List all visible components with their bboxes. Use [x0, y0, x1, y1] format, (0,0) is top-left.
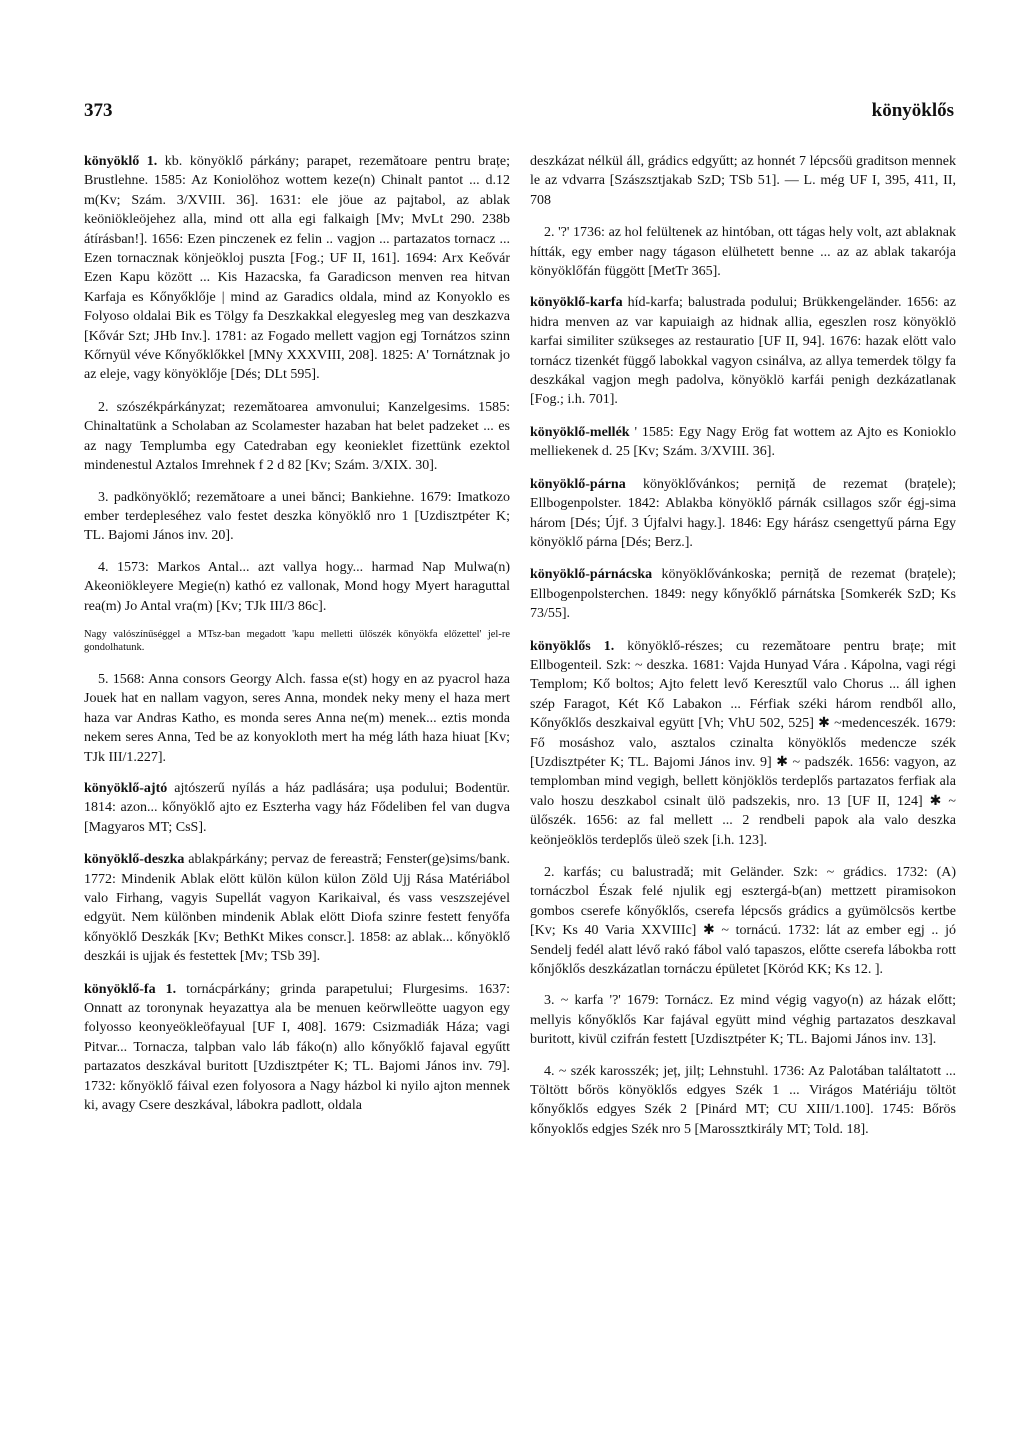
- entry-text: ajtószerű nyílás a ház padlására; ușa podului; Bodentür. 1814: azon... kőnyöklő ajto ez Eszterha vagy ház Fődeliben fel van dugva [Magyaros MT; CsS].: [84, 780, 510, 835]
- footnote: [84, 628, 510, 654]
- entry-text: Nagy valószínűséggel a MTsz-ban megadott 'kapu melletti ülőszék kőnyökfa előzettel' jel-re gondolhatunk.: [84, 628, 510, 653]
- entry-paragraph: [530, 152, 956, 210]
- dictionary-entry: [530, 475, 956, 553]
- entry-text: 4. ~ szék karosszék; jeț, jilț; Lehnstuhl. 1736: Az Palotában találtatott ... Töltött bőrös könyöklős edgyes Szék 1 ... Virágos Matériáju töltöt kőnyőklős edgyes Szék 2 [Pinárd MT; CU XIII/1.100]. 1745: Bőrös kőnyoklős edgjes Szék nro 5 [Marossztkirály MT; Told. 18].: [530, 1063, 956, 1137]
- dictionary-entry: [84, 779, 510, 837]
- dictionary-entry: [530, 293, 956, 409]
- entry-text: híd-karfa; balustrada podului; Brükkengeländer. 1656: az hidra menven az var kapuiaigh az hidnak allia, egeszlen rosz könyöklö karfai similiter szükseges az restauratio [UF II, 94]. 1676: hazak elött valo tornácz tizenkét függő labokkal vagyon csinálva, az allya temerdek tölgy fa deszkákal vagjon megh padolva, könyöklö karfái penigh dezkázatlanak [Fog.; i.h. 701].: [530, 295, 956, 408]
- entry-text: 3. ~ karfa '?' 1679: Tornácz. Ez mind végig vagyo(n) az házak előtt; mellyis kőnyőklős Kar fajával együtt mind véghig partazatos deszkaval buritott, kivül czifrán festett [Uzdisztpéter K; TL. Bajomi János inv. 13].: [530, 993, 956, 1048]
- left-column: [84, 152, 510, 1128]
- dictionary-entry: [530, 565, 956, 623]
- headword: könyöklő-párnácska: [530, 567, 653, 583]
- entry-text: ablakpárkány; pervaz de fereastră; Fenster(ge)sims/bank. 1772: Mindenik Ablak elött külön külon külon Zöld Ujj Rása Matériábol valo Firhang, vagyis Supellát vagyon Karikaival, és vass veszszejével edgyüt. Nem különben mindenik Ablak elött Diofa szinre festett fenyőfa kőnyöklő Deszkák [Kv; BethKt Mikes conscr.]. 1858: az ablak... kőnyöklő deszkái is ujjak és festettek [Mv; TSb 39].: [84, 852, 510, 965]
- headword: könyöklős 1.: [530, 638, 615, 654]
- entry-text: 2. szószékpárkányzat; rezemătoarea amvonului; Kanzelgesims. 1585: Chinaltatünk a Scholaban az Scolamester hazaban hat belet padzeket ... es az nagy Templumba egy Catedraban egy keonieklet fizettünk ezektol mindenestul Aztalos Imrehnek f 2 d 82 [Kv; Szám. 3/XIX. 30].: [84, 399, 510, 474]
- entry-text: 3. padkönyöklő; rezemătoare a unei bănci; Bankiehne. 1679: Imatkozo ember terdepleséhez valo festet deszka könyöklő nro 1 [Uzdisztpéter K; TL. Bajomi János inv. 20].: [84, 489, 510, 544]
- running-head: könyöklős: [871, 100, 954, 121]
- headword: könyöklő-párna: [530, 476, 626, 492]
- page-header: [84, 100, 954, 130]
- entry-paragraph: [530, 991, 956, 1049]
- entry-text: kb. könyöklő párkány; parapet, rezemătoare pentru brațe; Brustlehne. 1585: Az Koniolöhoz wottem keze(n) Chinalt pantot ... d.12 m(Kv; Szám. 3/XVIII. 36]. 1631: ele jöue az pajtabol, az ablak keöniökleöjehez alla, mind ott alla egi falkaigh [Mv; MvLt 290. 238b átírásban!]. 1656: Ezen pinczenek ez felin .. vagjon ... partazatos tornacz ... Ezen tornacznak könjeökloj puszta [Fog.; UF II, 161]. 1694: Arx Keővár Ezen Kapu között ... Kis Hazacska, fa Garadicson menven rea hitvan Karfaja es Kőnyőklője | mind az Garadics oldala, mind az Konyoklo es Folyoso oldalai Bik es Tölgy fa Deszkakkal elegyesleg meg van deszkazva [Kővár Szt; JHb Inv.]. 1781: az Fogado mellett vagjon egj Tornátzos szinn Kőrnyül véve Kőnyőklőkkel [MNy XXXVIII, 208]. 1825: A' Tornátznak jo az eleje, vagy könyöklője [Dés; DLt 595].: [84, 154, 511, 383]
- entry-text: 5. 1568: Anna consors Georgy Alch. fassa e(st) hogy en az pyacrol haza Jouek hat en nallam vagyon, seres Anna, mondek neky meny el haza mert haza var Andras Katho, es monda seres Anna ne(m) menek... eztis monda nekem seres Anna, Ted be az konyokloth mert ha még láth haza hiuat [Kv; TJk III/1.227].: [84, 671, 510, 765]
- dictionary-entry: [530, 637, 956, 850]
- entry-paragraph: [530, 223, 956, 281]
- entry-paragraph: [84, 558, 510, 616]
- entry-paragraph: [84, 670, 510, 767]
- entry-paragraph: [84, 488, 510, 546]
- entry-text: deszkázat nélkül áll, grádics edgyűtt; az honnét 7 lépcsőü graditson mennek le az vdvarra [Szászsztjakab SzD; TSb 51]. — L. még UF I, 395, 411, II, 708: [530, 154, 956, 208]
- headword: könyöklő-karfa: [530, 295, 623, 311]
- entry-text: 2. '?' 1736: az hol felültenek az hintóban, ott tágas hely volt, azt ablaknak hítták, egy ember nagy tágason elülhetett benne ... az az ablak takarója könyöklőfán függött [MetTr 365].: [530, 225, 956, 280]
- entry-text: könyöklő-részes; cu rezemătoare pentru brațe; mit Ellbogenteil. Szk: ~ deszka. 1681: Vajda Hunyad Vára . Kápolna, vagi régi Templom; Kő boltos; Ajto felett levő Keresztűl valo Chorus ... áll ighen szép Faragot, Két Kő Labakon ... Férfiak széki három rendből allo, Kőnyőklős deszkaival együtt [Vh; VhU 502, 525] ✱ ~medenceszék. 1679: Fő mosáshoz valo, asztalos czinalta könyöklős medencze szék [Uzdisztpéter K; TL. Bajomi János inv. 9] ✱ ~ padszék. 1656: vagyon, az templomban mind vegigh, bellett könjöklös terdeplős partazatos ferfiak ala valo hoszu deszkabol csinalt ülö padszekis, nro. 13 [UF II, 124] ✱ ~ ülőszék. 1656: az fal mellett ... 2 rendbeli papok ala valo deszka keönjeöklös terdeplős üleö szek [i.h. 123].: [530, 638, 956, 848]
- entry-text: ' 1585: Egy Nagy Erög fat wottem az Ajto es Konioklo melliekenek d. 25 [Kv; Szám. 3/XVIII. 36].: [530, 424, 956, 460]
- right-column: [530, 152, 956, 1151]
- entry-text: könyöklővánkos; pernițǎ de rezemat (brațele); Ellbogenpolster. 1842: Ablakba könyöklő párnák csillagos szőr égj-sima három [Dés; Újf. 3 Újfalvi hagy.]. 1846: Egy hárász csengettyű párna Egy könyöklő párna [Dés; Berz.].: [530, 476, 956, 550]
- entry-paragraph: [530, 863, 956, 979]
- dictionary-entry: [84, 152, 510, 385]
- dictionary-entry: [84, 850, 510, 966]
- headword: könyöklő-ajtó: [84, 780, 168, 796]
- page-number: 373: [84, 100, 113, 121]
- entry-text: tornácpárkány; grinda parapetului; Flurgesims. 1637: Onnatt az toronynak heyazattya ala be menuen keörwlleötte uagyon egy folyosso keonyeökleöfayual [UF I, 408]. 1679: Csizmadiák Háza; vagi Pitvar... Tornacza, talpban valo láb fáko(n) allo kőnyőklő fajaval egyűtt partazatos deszkával buritott [Uzdisztpéter K; TL. Bajomi János inv. 79]. 1732: kőnyöklő fáival ezen folyosora a Nagy házbol ki nyilo ajton mennek ki, avagy Csere deszkával, lábokra padlott, oldala: [84, 981, 511, 1114]
- headword: könyöklő-fa 1.: [84, 981, 177, 997]
- entry-text: könyöklővánkoska; pernițǎ de rezemat (brațele); Ellbogenpolsterchen. 1849: negy kőnyőklő párnátska [Somkerék SzD; Ks 73/55].: [530, 567, 956, 622]
- entry-paragraph: [84, 398, 510, 476]
- headword: könyöklő 1.: [84, 154, 158, 169]
- dictionary-entry: [84, 980, 510, 1116]
- entry-text: 2. karfás; cu balustradă; mit Geländer. Szk: ~ grádics. 1732: (A) tornáczbol Észak felé njulik egj esztergá-b(an) mettzett piramisokon gombos cserefe kőnyőklős, cserefa lépcsős grádics a gyümölcsös kertbe [Kv; Ks 40 Varia XXVIIIc] ✱ ~ tornácú. 1732: lát az ember egj .. jó Sendelj fedél alatt lévő rakó fábol való tapaszos, előtte cserefa lábokba rott kőnjőklős deszkázatlan tornáczu épületet [Köród KK; Ks 12. ].: [530, 865, 956, 978]
- headword: könyöklő-deszka: [84, 852, 185, 868]
- headword: könyöklő-mellék: [530, 424, 630, 440]
- dictionary-entry: [530, 423, 956, 462]
- entry-text: 4. 1573: Markos Antal... azt vallya hogy... harmad Nap Mulwa(n) Akeoniökleyere Megie(n) kathó ez vallonak, Mond hogy Myert haraguttal rea(m) Jo Antal vra(m) [Kv; TJk III/3 86c].: [84, 559, 510, 614]
- entry-paragraph: [530, 1062, 956, 1140]
